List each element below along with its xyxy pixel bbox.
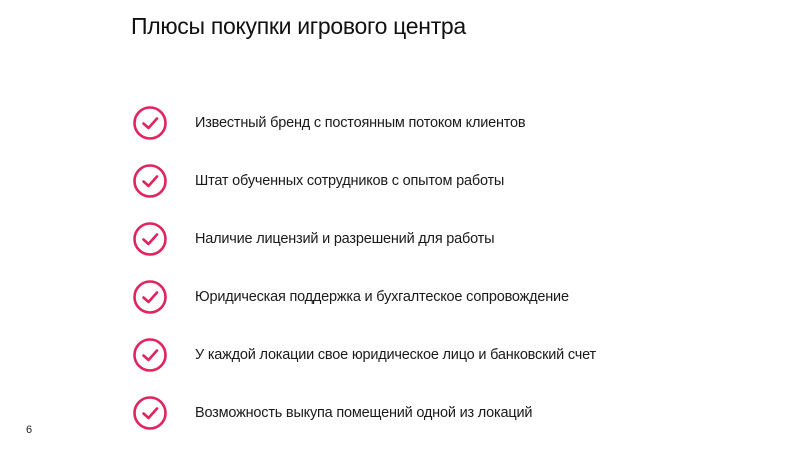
benefit-item [132, 210, 752, 268]
benefit-item [132, 384, 752, 442]
check-circle-icon [132, 221, 168, 257]
benefit-text: У каждой локации свое юридическое лицо и банковский счет [195, 347, 596, 363]
benefit-text: Юридическая поддержка и бухгалтеское сопровождение [195, 289, 569, 305]
benefit-item [132, 152, 752, 210]
benefit-text: Известный бренд с постоянным потоком клиентов [195, 115, 526, 131]
check-circle-icon [132, 163, 168, 199]
benefit-text: Наличие лицензий и разрешений для работы [195, 231, 495, 247]
check-circle-icon [132, 279, 168, 315]
benefit-text: Возможность выкупа помещений одной из локаций [195, 405, 533, 421]
benefit-item [132, 94, 752, 152]
slide-title: Плюсы покупки игрового центра [131, 13, 466, 39]
benefit-text: Штат обученных сотрудников с опытом работы [195, 173, 505, 189]
check-circle-icon [132, 395, 168, 431]
benefit-list [132, 94, 752, 442]
check-circle-icon [132, 337, 168, 373]
benefit-item [132, 326, 752, 384]
benefit-item [132, 268, 752, 326]
page-number: 6 [26, 424, 33, 436]
check-circle-icon [132, 105, 168, 141]
